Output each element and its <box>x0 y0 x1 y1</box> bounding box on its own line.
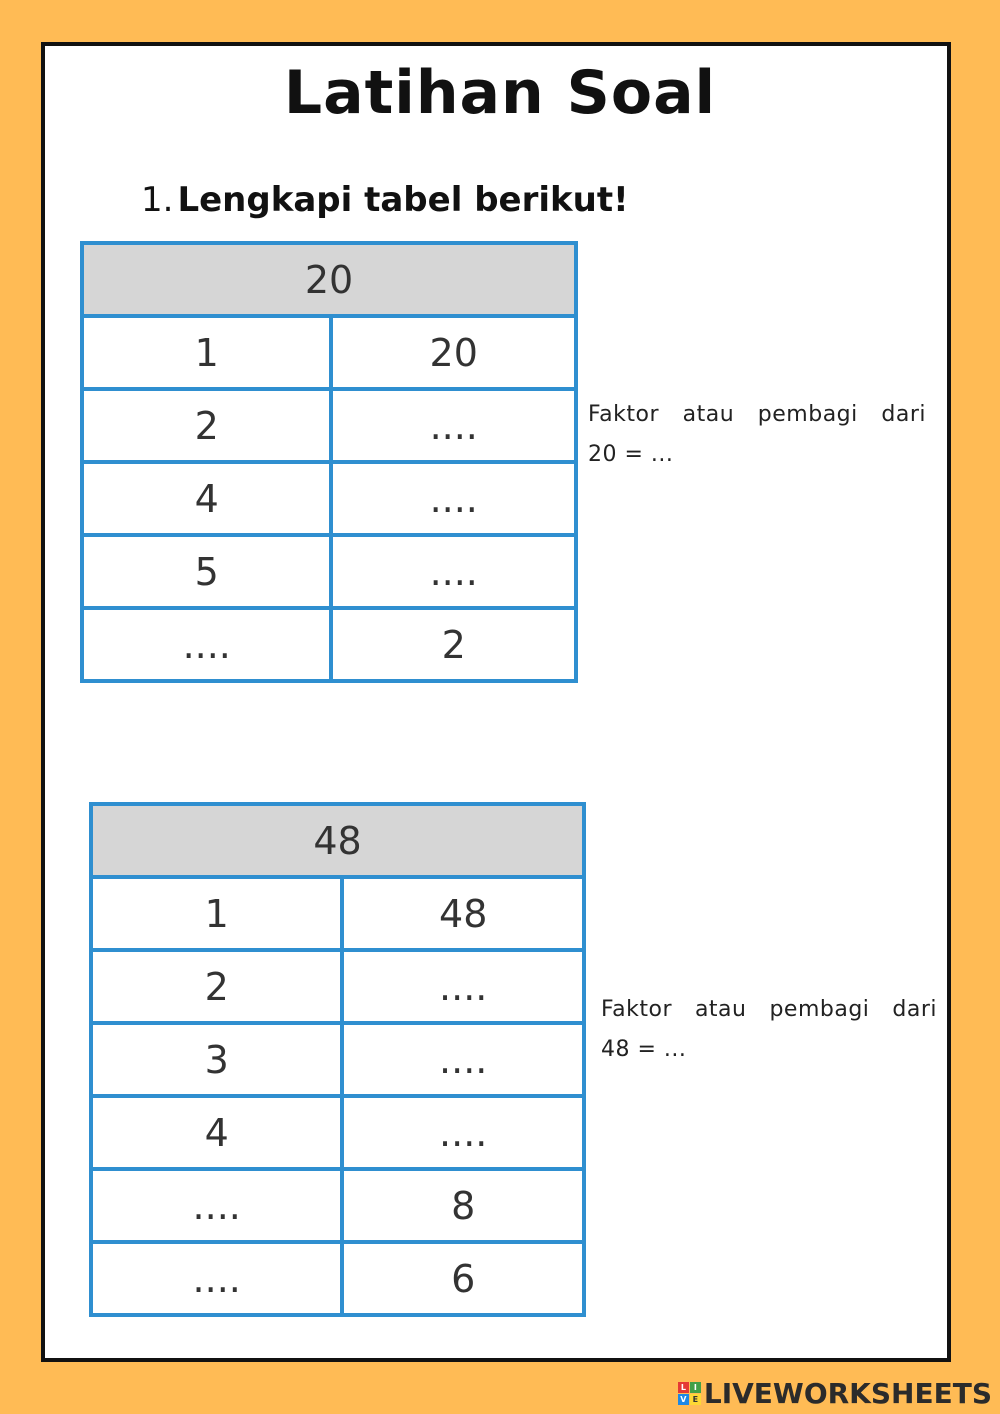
pair-cell: 20 <box>331 316 576 389</box>
table-row <box>82 462 576 535</box>
logo-letter: I <box>690 1382 701 1393</box>
factor-table-20 <box>80 241 578 683</box>
table-row <box>91 1242 584 1315</box>
answer-blank-cell[interactable]: .... <box>342 1096 584 1169</box>
pair-cell: 8 <box>342 1169 584 1242</box>
pair-cell: 2 <box>331 608 576 681</box>
logo-letter: V <box>678 1394 689 1405</box>
table-row <box>91 1096 584 1169</box>
answer-blank-cell[interactable]: .... <box>342 950 584 1023</box>
table-header: 48 <box>91 804 584 877</box>
answer-blank-cell[interactable]: .... <box>331 535 576 608</box>
answer-blank-cell[interactable]: .... <box>82 608 331 681</box>
table-header: 20 <box>82 243 576 316</box>
table-row <box>82 535 576 608</box>
answer-blank[interactable]: 20 = ... <box>588 442 674 467</box>
prompt-word: atau <box>682 402 735 427</box>
answer-prompt-line <box>601 990 937 1030</box>
answer-prompt-20 <box>588 395 926 475</box>
table-row <box>82 608 576 681</box>
answer-prompt-line <box>588 395 926 435</box>
factor-cell: 3 <box>91 1023 342 1096</box>
answer-blank-cell[interactable]: .... <box>331 462 576 535</box>
prompt-word: pembagi <box>757 402 858 427</box>
answer-blank-cell[interactable]: .... <box>91 1242 342 1315</box>
instruction-number: 1. <box>141 180 174 220</box>
table-row <box>91 877 584 950</box>
table-row <box>91 1169 584 1242</box>
factor-cell: 1 <box>91 877 342 950</box>
logo-letter: E <box>690 1394 701 1405</box>
table-row <box>91 1023 584 1096</box>
liveworksheets-brand <box>678 1377 992 1410</box>
instruction-text: Lengkapi tabel berikut! <box>177 180 629 220</box>
answer-blank-cell[interactable]: .... <box>342 1023 584 1096</box>
pair-cell: 48 <box>342 877 584 950</box>
instruction <box>141 180 629 220</box>
logo-letter: L <box>678 1382 689 1393</box>
prompt-word: Faktor <box>601 997 672 1022</box>
liveworksheets-logo-icon <box>678 1382 701 1405</box>
page-title: Latihan Soal <box>283 58 717 128</box>
answer-prompt-48 <box>601 990 937 1070</box>
answer-blank[interactable]: 48 = ... <box>601 1037 687 1062</box>
prompt-word: dari <box>892 997 937 1022</box>
prompt-word: dari <box>881 402 926 427</box>
factor-cell: 1 <box>82 316 331 389</box>
answer-blank-cell[interactable]: .... <box>331 389 576 462</box>
pair-cell: 6 <box>342 1242 584 1315</box>
answer-blank-cell[interactable]: .... <box>91 1169 342 1242</box>
table-row <box>91 950 584 1023</box>
factor-cell: 2 <box>91 950 342 1023</box>
factor-cell: 4 <box>82 462 331 535</box>
table-row <box>82 389 576 462</box>
factor-cell: 2 <box>82 389 331 462</box>
prompt-word: Faktor <box>588 402 659 427</box>
prompt-word: atau <box>694 997 747 1022</box>
factor-cell: 4 <box>91 1096 342 1169</box>
factor-cell: 5 <box>82 535 331 608</box>
table-row <box>82 316 576 389</box>
factor-table-48 <box>89 802 586 1317</box>
brand-text: LIVEWORKSHEETS <box>703 1377 992 1410</box>
prompt-word: pembagi <box>769 997 870 1022</box>
